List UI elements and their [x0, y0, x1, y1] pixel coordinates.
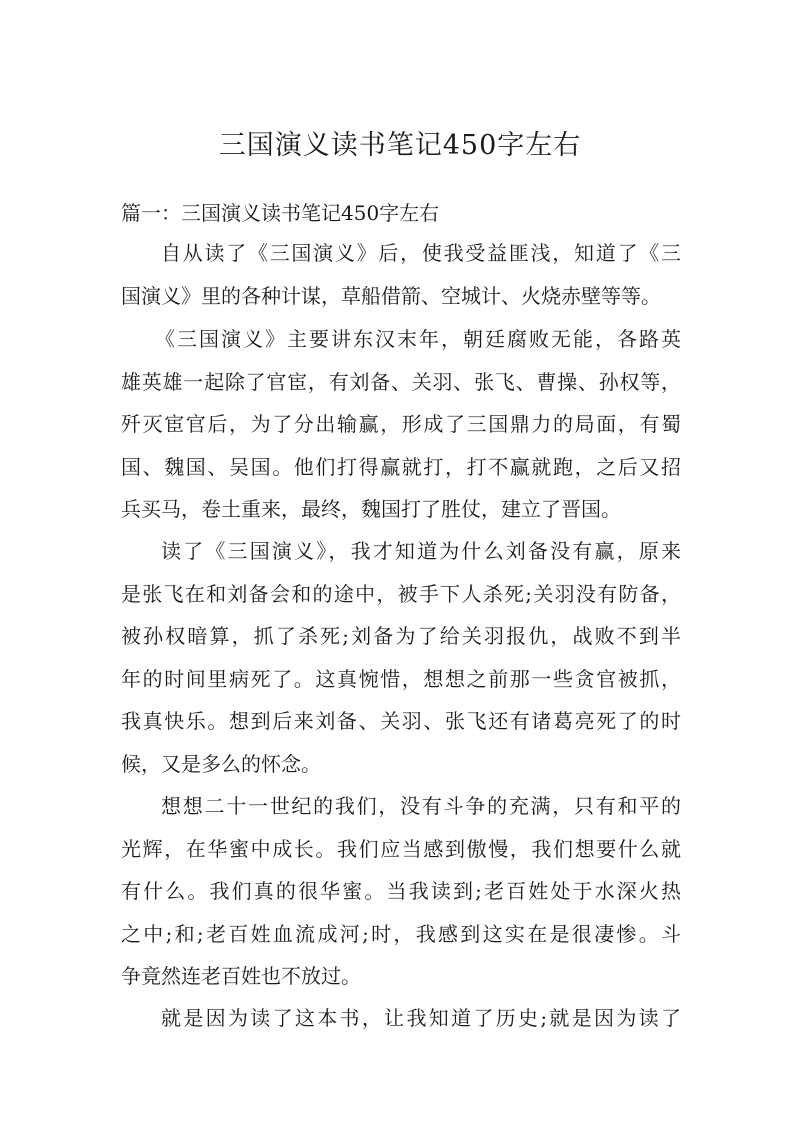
paragraph-2 — [121, 318, 681, 531]
paragraph-line: 就是因为读了这本书，让我知道了历史;就是因为读了 — [161, 1006, 681, 1030]
paragraph-line: 之中;和;老百姓血流成河;时，我感到这实在是很凄惨。斗 — [121, 921, 681, 946]
paragraph-line: 想想二十一世纪的我们，没有斗争的充满，只有和平的 — [161, 794, 681, 818]
paragraph-line: 《三国演义》主要讲东汉末年，朝廷腐败无能，各路英 — [155, 327, 681, 351]
document-title: 三国演义读书笔记450字左右 — [218, 130, 582, 161]
paragraph-line: 光辉，在华蜜中成长。我们应当感到傲慢，我们想要什么就 — [121, 836, 681, 861]
paragraph-line: 有什么。我们真的很华蜜。当我读到;老百姓处于水深火热 — [121, 879, 681, 903]
paragraph-line: 歼灭宦官后，为了分出输赢，形成了三国鼎力的局面，有蜀 — [121, 412, 681, 436]
paragraph-4 — [121, 785, 681, 998]
paragraph-line: 自从读了《三国演义》后，使我受益匪浅，知道了《三 — [161, 241, 681, 265]
paragraph-line: 国、魏国、吴国。他们打得赢就打，打不赢就跑，之后又招 — [121, 454, 681, 479]
paragraph-line: 争竟然连老百姓也不放过。 — [121, 964, 361, 988]
paragraph-line: 兵买马，卷土重来，最终，魏国打了胜仗，建立了晋国。 — [121, 497, 621, 521]
paragraph-3 — [121, 530, 681, 785]
article-heading: 篇一：三国演义读书笔记450字左右 — [121, 201, 440, 225]
paragraph-5 — [121, 997, 681, 1040]
paragraph-line: 雄英雄一起除了官宦，有刘备、关羽、张飞、曹操、孙权等， — [121, 369, 681, 394]
paragraph-line: 候，又是多么的怀念。 — [121, 751, 321, 776]
paragraph-line: 年的时间里病死了。这真惋惜，想想之前那一些贪官被抓， — [121, 666, 681, 691]
paragraph-line: 被孙权暗算，抓了杀死;刘备为了给关羽报仇，战败不到半 — [121, 624, 681, 648]
paragraph-line: 读了《三国演义》，我才知道为什么刘备没有赢，原来 — [161, 539, 681, 563]
paragraph-line: 国演义》里的各种计谋，草船借箭、空城计、火烧赤壁等等。 — [121, 283, 661, 308]
paragraph-line: 是张飞在和刘备会和的途中，被手下人杀死;关羽没有防备， — [121, 581, 681, 606]
paragraph-1 — [121, 232, 681, 317]
paragraph-line: 我真快乐。想到后来刘备、关羽、张飞还有诸葛亮死了的时 — [121, 709, 681, 733]
